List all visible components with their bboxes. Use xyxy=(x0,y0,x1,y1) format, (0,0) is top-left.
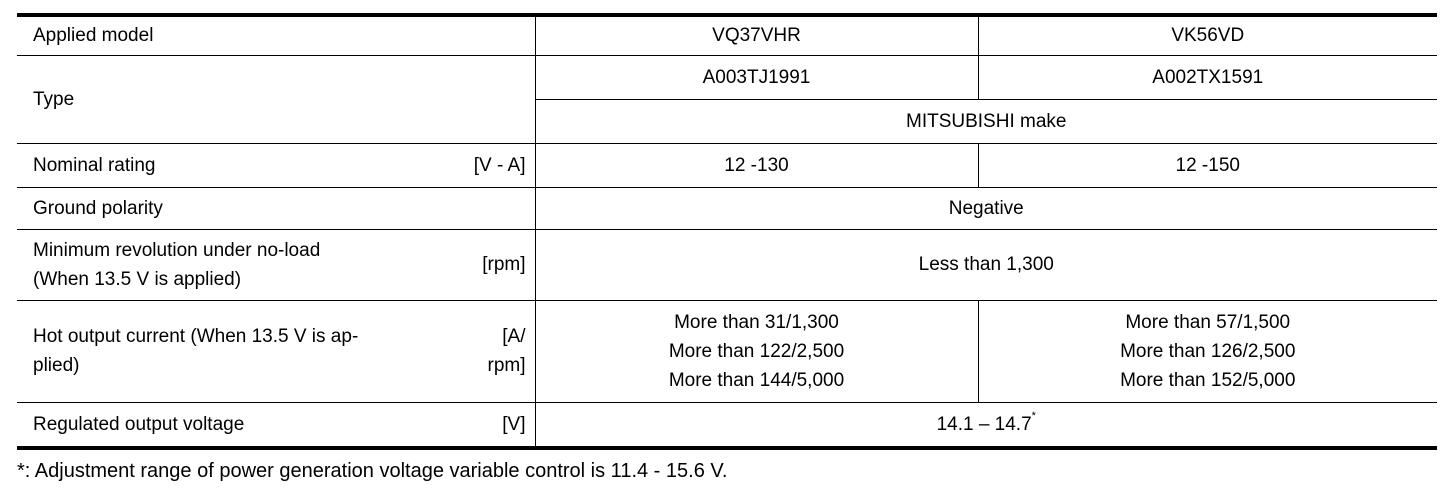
row-regulated-output-voltage xyxy=(17,402,1437,448)
ground-polarity-label-cell xyxy=(17,187,535,229)
make-value: MITSUBISHI make xyxy=(906,110,1067,132)
row-min-revolution xyxy=(17,229,1437,300)
nominal-rating-2-cell xyxy=(978,143,1437,187)
model-1-cell xyxy=(535,15,978,55)
regulated-voltage-label-cell xyxy=(17,402,535,448)
hot-output-unit: [A/ rpm] xyxy=(487,326,526,376)
hot-output-1-value: More than 31/1,300 More than 122/2,500 More than 144/5,000 xyxy=(668,311,845,391)
min-revolution-label-cell xyxy=(17,229,535,300)
regulated-voltage-value: 14.1 – 14.7 xyxy=(936,413,1032,435)
ground-polarity-label: Ground polarity xyxy=(33,197,163,219)
nominal-rating-1-value: 12 -130 xyxy=(724,154,789,176)
hot-output-label: Hot output current (When 13.5 V is ap- plied) xyxy=(33,326,359,376)
model-1-value: VQ37VHR xyxy=(712,25,801,47)
nominal-rating-label: Nominal rating xyxy=(33,154,156,176)
row-nominal-rating xyxy=(17,143,1437,187)
nominal-rating-2-value: 12 -150 xyxy=(1175,154,1240,176)
type-label: Type xyxy=(33,88,75,110)
hot-output-label-cell xyxy=(17,300,535,402)
nominal-rating-1-cell xyxy=(535,143,978,187)
make-cell xyxy=(535,99,1437,143)
regulated-voltage-unit: [V] xyxy=(502,413,526,435)
model-2-cell xyxy=(978,15,1437,55)
part-1-value: A003TJ1991 xyxy=(702,66,811,88)
alternator-spec-table xyxy=(17,13,1437,450)
ground-polarity-value: Negative xyxy=(948,197,1024,219)
ground-polarity-cell xyxy=(535,187,1437,229)
applied-model-label-cell xyxy=(17,15,535,55)
hot-output-1-cell xyxy=(535,300,978,402)
min-revolution-unit: [rpm] xyxy=(482,254,526,275)
model-2-value: VK56VD xyxy=(1171,25,1245,47)
nominal-rating-unit: [V - A] xyxy=(473,154,526,176)
hot-output-2-value: More than 57/1,500 More than 126/2,500 More than 152/5,000 xyxy=(1120,311,1296,391)
hot-output-2-cell xyxy=(978,300,1437,402)
row-applied-model xyxy=(17,15,1437,55)
footnote: *: Adjustment range of power generation voltage variable control is 11.4 - 15.6 V. xyxy=(17,460,728,482)
footnote-mark: * xyxy=(1031,409,1036,422)
nominal-rating-label-cell xyxy=(17,143,535,187)
row-hot-output-current xyxy=(17,300,1437,402)
min-revolution-label: Minimum revolution under no-load (When 13.5 V is applied) xyxy=(33,239,321,290)
part-1-cell xyxy=(535,55,978,99)
min-revolution-value: Less than 1,300 xyxy=(918,254,1054,275)
min-revolution-cell xyxy=(535,229,1437,300)
part-2-value: A002TX1591 xyxy=(1152,66,1264,88)
row-type-part xyxy=(17,55,1437,99)
regulated-voltage-cell xyxy=(535,402,1437,448)
type-label-cell xyxy=(17,55,535,143)
row-ground-polarity xyxy=(17,187,1437,229)
part-2-cell xyxy=(978,55,1437,99)
regulated-voltage-label: Regulated output voltage xyxy=(33,413,245,435)
applied-model-label: Applied model xyxy=(33,25,154,47)
